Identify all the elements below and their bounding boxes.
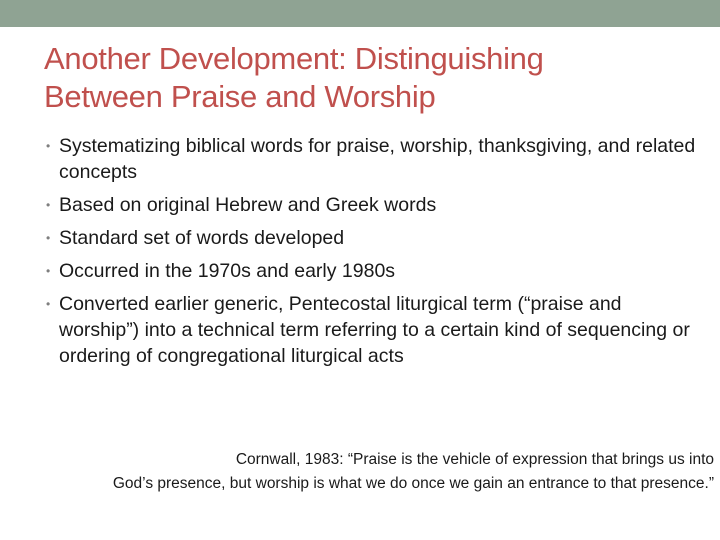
title-line-1: Another Development: Distinguishing [44, 41, 544, 76]
quote-line-1: Cornwall, 1983: “Praise is the vehicle of expression that brings us into [235, 451, 714, 468]
bullet-text: Standard set of words developed [59, 227, 345, 249]
bullet-item [46, 225, 696, 251]
citation-quote [2, 448, 714, 496]
bullet-text: Occurred in the 1970s and early 1980s [59, 260, 396, 282]
bullet-text: Systematizing biblical words for praise, worship, thanksgiving, and related concepts [59, 135, 696, 183]
bullet-item [46, 192, 696, 218]
bullet-icon: • [46, 139, 51, 153]
bullet-text: Based on original Hebrew and Greek words [59, 194, 437, 216]
bullet-icon: • [46, 264, 51, 278]
title-line-2: Between Praise and Worship [44, 79, 436, 114]
top-accent-bar [0, 0, 720, 27]
bullet-item [46, 291, 696, 369]
bullet-text: Converted earlier generic, Pentecostal liturgical term (“praise and worship”) into a technical term referring to a certain kind of sequencing or ordering of congregational liturgical acts [59, 293, 690, 367]
bullet-icon: • [46, 297, 51, 311]
slide-title [44, 40, 684, 116]
bullet-icon: • [46, 231, 51, 245]
quote-line-2: God’s presence, but worship is what we do once we gain an entrance to that presence.” [112, 475, 714, 492]
bullet-item [46, 258, 696, 284]
bullet-list [46, 133, 696, 376]
bullet-item [46, 133, 696, 185]
bullet-icon: • [46, 198, 51, 212]
